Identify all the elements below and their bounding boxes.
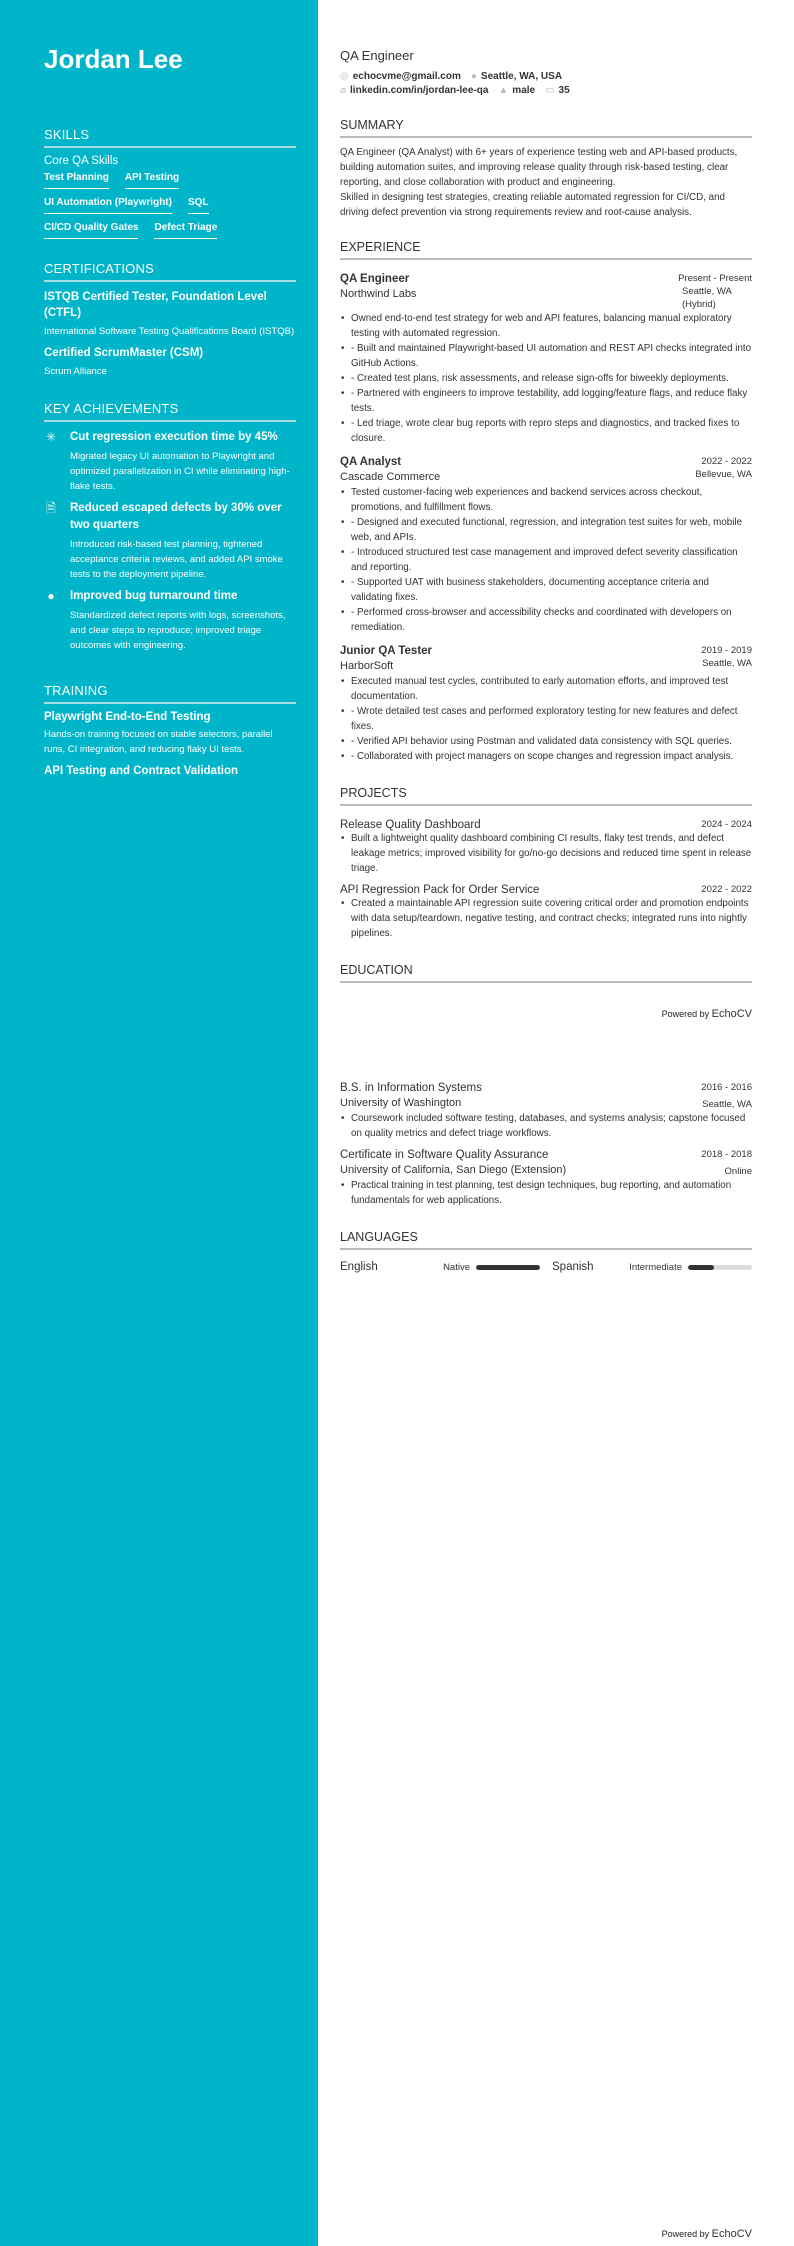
bullet-item: • Created a maintainable API regression suite covering critical order and promotion endpoints with data setup/teardown, negative testing, and contract checks; integrated runs into nightly pipelines. [340,896,752,941]
contact-row [340,71,752,82]
project-dates: 2022 - 2022 [701,884,752,895]
language-level: Native [443,1261,470,1273]
job-bullets [340,311,752,446]
education-meta [340,1161,752,1178]
entry-header [340,267,752,285]
bullet-item: • - Created test plans, risk assessments, and release sign-offs for biweekly deployments. [340,371,752,386]
job-meta [340,468,752,485]
entry-header [340,1076,752,1094]
skills-section [44,127,296,239]
job-entry [340,267,752,446]
bullet-item: • - Performed cross-browser and accessibility checks and coordinated with developers on remediation. [340,605,752,635]
entry-header [340,639,752,657]
job-title: QA Analyst [340,456,402,468]
school-name: University of California, San Diego (Extension) [340,1164,567,1176]
section-heading: SKILLS [44,127,296,148]
education-location: Seattle, WA [702,1099,752,1110]
project-dates: 2024 - 2024 [701,819,752,830]
training-section [44,683,296,777]
language-name: English [340,1261,378,1273]
age: 35 [558,85,570,96]
company-name: Northwind Labs [340,288,417,300]
bullet-item: • - Partnered with engineers to improve testability, add logging/feature flags, and reduce flaky tests. [340,386,752,416]
proficiency-bar [476,1265,540,1270]
bullet-item: • Coursework included software testing, databases, and systems analysis; capstone focused on quality metrics and defect triage workflows. [340,1111,752,1141]
education-dates: 2016 - 2016 [701,1082,752,1093]
language-item [340,1261,540,1273]
bullet-item: • - Wrote detailed test cases and performed exploratory testing for new features and defect fixes. [340,704,752,734]
achievement-item [44,588,296,653]
skill-tag: API Testing [125,172,179,189]
section-heading: LANGUAGES [340,1230,752,1250]
gender: male [512,85,536,96]
entry-header [340,878,752,896]
job-dates: Present - Present [678,273,752,284]
experience-list [340,267,752,764]
bullet-item: • Practical training in test planning, test design techniques, bug reporting, and automation fundamentals for web applications. [340,1178,752,1208]
powered-by-footer [662,2228,752,2240]
skill-tag: Defect Triage [154,222,217,239]
job-meta [340,285,752,311]
bullet-item: • - Supported UAT with business stakeholders, documenting acceptance criteria and validating fixes. [340,575,752,605]
certification-title: ISTQB Certified Tester, Foundation Level (CTFL) [44,291,267,319]
degree: Certificate in Software Quality Assurance [340,1149,549,1161]
education-entry [340,1076,752,1141]
location: Seattle, WA, USA [480,71,563,82]
summary-text: QA Engineer (QA Analyst) with 6+ years of experience testing web and API-based products, building automation suites, and improving release quality through risk-based testing, clear reporting, and close collaboration with product and engineering. [340,147,738,188]
project-title: API Regression Pack for Order Service [340,884,540,896]
section-heading: CERTIFICATIONS [44,261,296,282]
training-desc: Hands-on training focused on stable selectors, parallel runs, CI integration, and reducing flaky UI tests. [44,729,273,755]
achievement-desc: Standardized defect reports with logs, screenshots, and clear steps to reproduce; improved triage outcomes with engineering. [70,610,286,651]
skill-tag: CI/CD Quality Gates [44,222,138,239]
company-name: HarborSoft [340,660,394,672]
achievement-title: Improved bug turnaround time [70,590,238,602]
email-link[interactable]: echocvme@gmail.com [352,71,461,82]
summary-text: Skilled in designing test strategies, creating reliable automated regression for CI/CD, and driving defect prevention via strong requirements review and root-cause analysis. [340,192,726,218]
skill-tag: UI Automation (Playwright) [44,197,172,214]
powered-by-text: Powered by [661,2229,710,2239]
location-pin-icon: ● [470,71,477,82]
document-search-icon: 🗎 [46,501,56,515]
achievement-item [44,500,296,582]
skill-tag: Test Planning [44,172,109,189]
bullet-item: • Owned end-to-end test strategy for web and API features, balancing manual exploratory testing with automated regression. [340,311,752,341]
section-heading: EXPERIENCE [340,240,752,260]
calendar-icon: ▭ [545,85,555,96]
job-role: QA Engineer [340,48,414,63]
entry-header [340,1143,752,1161]
achievement-title: Reduced escaped defects by 30% over two quarters [70,502,282,531]
job-location: Bellevue, WA [695,469,752,480]
section-heading: EDUCATION [340,963,752,983]
project-entry [340,878,752,941]
job-entry [340,450,752,635]
project-entry [340,813,752,876]
job-dates: 2019 - 2019 [701,645,752,656]
bullet-item: • - Designed and executed functional, regression, and integration test suites for web, mobile web, and APIs. [340,515,752,545]
achievements-section [44,401,296,653]
skill-list [44,172,296,239]
linkedin-link[interactable]: linkedin.com/in/jordan-lee-qa [350,85,489,96]
brand-link[interactable]: EchoCV [711,1008,752,1020]
achievement-desc: Migrated legacy UI automation to Playwright and optimized parallelization in CI while eliminating high-flake tests. [70,451,290,492]
degree: B.S. in Information Systems [340,1082,482,1094]
certifications-section [44,261,296,379]
job-bullets [340,485,752,635]
person-icon: ▲ [498,85,509,96]
powered-by-text: Powered by [661,1009,710,1019]
education-list [340,1076,752,1208]
company-name: Cascade Commerce [340,471,441,483]
bullet-item: • - Introduced structured test case management and improved defect severity classification and reporting. [340,545,752,575]
job-location: Seattle, WA (Hybrid) [682,286,732,310]
brand-link[interactable]: EchoCV [711,2228,752,2240]
contact-row [340,85,752,96]
bullet-item: • - Built and maintained Playwright-based UI automation and REST API checks integrated into GitHub Actions. [340,341,752,371]
bullet-item: • Built a lightweight quality dashboard combining CI results, flaky test trends, and defect leakage metrics; improved visibility for go/no-go decisions and reduced time spent in release triage. [340,831,752,876]
section-heading: SUMMARY [340,118,752,138]
skill-tag: SQL [188,197,209,214]
job-dates: 2022 - 2022 [701,456,752,467]
skill-group-title: Core QA Skills [44,155,119,167]
section-heading: KEY ACHIEVEMENTS [44,401,296,422]
powered-by-footer [340,1008,752,1020]
achievement-title: Cut regression execution time by 45% [70,431,278,443]
project-title: Release Quality Dashboard [340,819,481,831]
bullet-item: • Executed manual test cycles, contributed to early automation efforts, and improved test documentation. [340,674,752,704]
language-level: Intermediate [629,1261,682,1273]
job-bullets [340,674,752,764]
bullet-item: • - Verified API behavior using Postman and validated data consistency with SQL queries. [340,734,752,749]
achievement-desc: Introduced risk-based test planning, tightened acceptance criteria reviews, and added API smoke tests to the deployment pipeline. [70,539,283,580]
education-location: Online [724,1166,752,1177]
certification-issuer: Scrum Alliance [44,366,107,377]
bullet-item: • - Led triage, wrote clear bug reports with repro steps and diagnostics, and tracked fixes to closure. [340,416,752,446]
entry-header [340,813,752,831]
job-title: Junior QA Tester [340,645,433,657]
job-location: Seattle, WA [702,658,752,669]
job-entry [340,639,752,764]
achievement-item [44,429,296,494]
language-list [340,1257,752,1273]
job-title: QA Engineer [340,273,410,285]
job-meta [340,657,752,674]
section-heading: PROJECTS [340,786,752,806]
sparkle-icon: ✳ [45,430,57,444]
project-list [340,813,752,941]
section-heading: TRAINING [44,683,296,704]
training-title: Playwright End-to-End Testing [44,711,211,723]
training-title: API Testing and Contract Validation [44,765,239,777]
link-icon: ⌀ [340,85,347,96]
sidebar [0,0,318,2246]
education-dates: 2018 - 2018 [701,1149,752,1160]
entry-header [340,450,752,468]
candidate-name: Jordan Lee [44,44,183,74]
page-break [340,990,752,1076]
language-name: Spanish [552,1261,594,1273]
education-meta [340,1094,752,1111]
school-name: University of Washington [340,1097,462,1109]
certification-issuer: International Software Testing Qualifications Board (ISTQB) [44,326,295,337]
email-icon: ◎ [340,71,349,82]
education-entry [340,1143,752,1208]
chat-bubble-icon: ● [47,589,55,603]
proficiency-bar [688,1265,752,1270]
bullet-item: • - Collaborated with project managers on scope changes and regression impact analysis. [340,749,752,764]
bullet-item: • Tested customer-facing web experiences and backend services across checkout, promotions, and fulfillment flows. [340,485,752,515]
language-item [552,1261,752,1273]
certification-title: Certified ScrumMaster (CSM) [44,347,204,359]
main-content [340,48,752,1273]
